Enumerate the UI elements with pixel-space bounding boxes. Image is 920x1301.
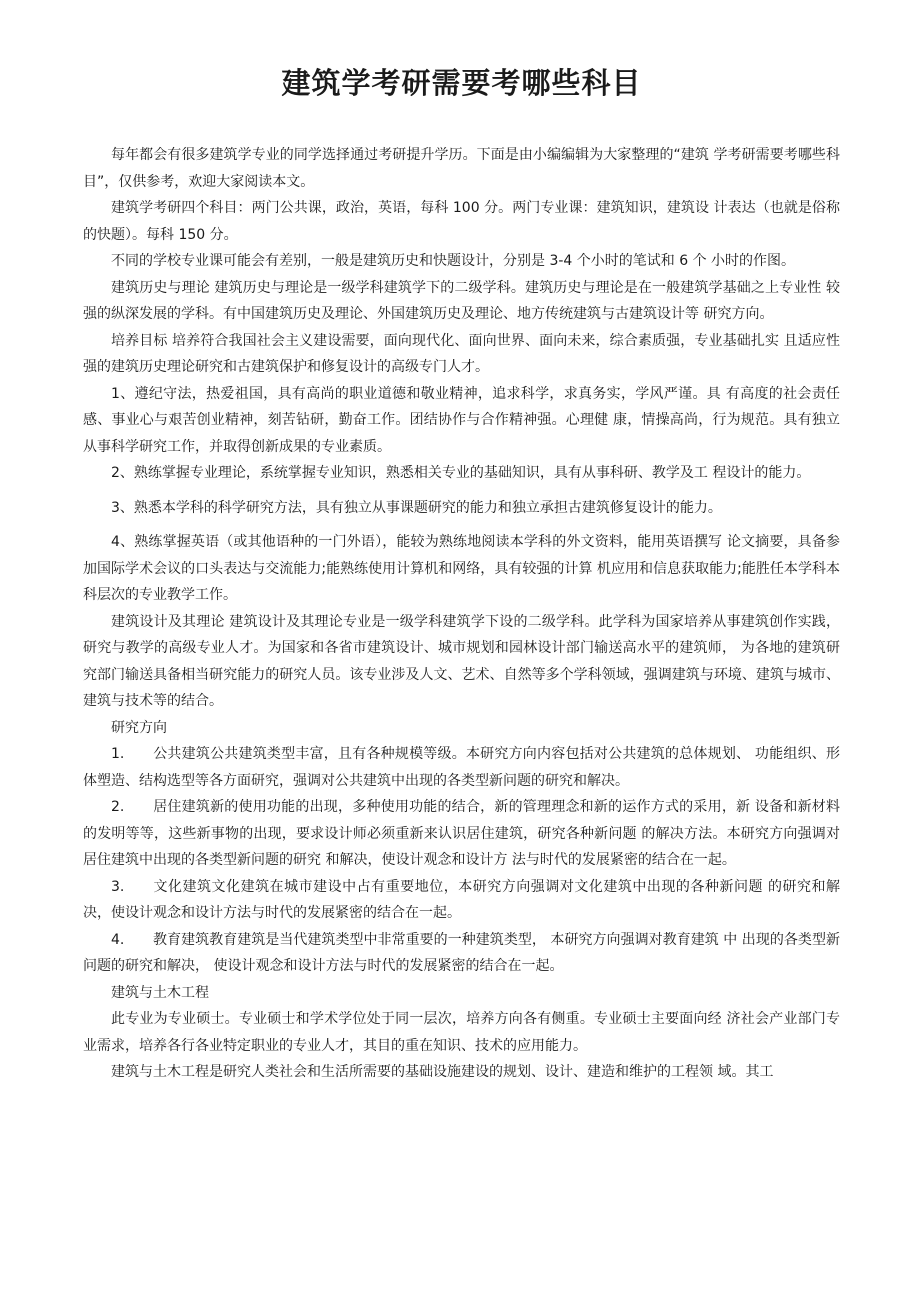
paragraph-design-theory: 建筑设计及其理论 建筑设计及其理论专业是一级学科建筑学下设的二级学科。此学科为国家培养从事建筑创作实践， 研究与教学的高级专业人才。为国家和各省市建筑设计、城市规划和园林设计部门输送高水平的建筑师， 为各地的建筑研究部门输送具备相当研究能力的研究人员。该专业涉及人文、艺术、自然等多个学科领域，强调建筑与环境、建筑与城市、建筑与技术等的结合。 [83, 613, 845, 709]
paragraph-intro: 每年都会有很多建筑学专业的同学选择通过考研提升学历。下面是由小编编辑为大家整理的“建筑 学考研需要考哪些科目”，仅供参考，欢迎大家阅读本文。 [83, 147, 840, 190]
list-item-cultural-buildings [83, 874, 840, 927]
list-item-text: 居住建筑新的使用功能的出现，多种使用功能的结合，新的管理理念和新的运作方式的采用，新 设备和新材料的发明等等，这些新事物的出现，要求设计师必须重新来认识居住建筑，研究各种新问题 的解决方法。本研究方向强调对居住建筑中出现的各类型新问题的研究 和解决，使设计观念和设计方 法与时代的发展紧密的结合在一起。 [83, 799, 840, 868]
list-number: 3. [111, 878, 125, 895]
list-item-educational-buildings [83, 927, 840, 980]
list-item-residential-buildings [83, 794, 840, 874]
document-title: 建筑学考研需要考哪些科目 [281, 66, 642, 100]
section-heading-civil-engineering: 建筑与土木工程 [111, 984, 209, 1001]
paragraph-subjects: 建筑学考研四个科目：两门公共课，政治，英语，每科 100 分。两门专业课：建筑知识，建筑设 计表达（也就是俗称的快题）。每科 150 分。 [83, 200, 840, 243]
section-heading-research-directions: 研究方向 [111, 719, 167, 736]
list-item-public-buildings [83, 741, 840, 794]
list-item-text: 文化建筑文化建筑在城市建设中占有重要地位，本研究方向强调对文化建筑中出现的各种新问题 的研究和解决，使设计观念和设计方法与时代的发展紧密的结合在一起。 [83, 878, 840, 921]
list-number: 2. [111, 799, 125, 815]
list-number: 4. [111, 931, 125, 948]
list-item-text: 公共建筑公共建筑类型丰富，且有各种规模等级。本研究方向内容包括对公共建筑的总体规划、 功能组织、形体塑造、结构选型等各方面研究，强调对公共建筑中出现的各类型新问题的研究和解决。 [83, 746, 840, 789]
paragraph-goal-1: 1、遵纪守法，热爱祖国，具有高尚的职业道德和敬业精神，追求科学，求真务实，学风严谨。具 有高度的社会责任感、事业心与艰苦创业精神，刻苦钻研，勤奋工作。团结协作与合作精神强。心理健 康，情操高尚，行为规范。具有独立从事科学研究工作，并取得创新成果的专业素质。 [83, 385, 840, 455]
paragraph-civil-engineering: 建筑与土木工程是研究人类社会和生活所需要的基础设施建设的规划、设计、建造和维护的工程领 域。其工 [111, 1064, 774, 1080]
document-page [83, 62, 845, 1086]
list-item-text: 教育建筑教育建筑是当代建筑类型中非常重要的一种建筑类型， 本研究方向强调对教育建筑 中 出现的各类型新问题的研究和解决， 使设计观念和设计方法与时代的发展紧密的结合在一起。 [83, 931, 840, 974]
paragraph-differences: 不同的学校专业课可能会有差别，一般是建筑历史和快题设计，分别是 3-4 个小时的笔试和 6 个 小时的作图。 [111, 253, 796, 269]
paragraph-goal-4: 4、熟练掌握英语（或其他语种的一门外语），能较为熟练地阅读本学科的外文资料，能用英语撰写 论文摘要，具备参加国际学术会议的口头表达与交流能力;能熟练使用计算机和网络，具有较强的计算 机应用和信息获取能力;能胜任本学科本科层次的专业教学工作。 [83, 534, 840, 603]
list-number: 1. [111, 746, 125, 762]
paragraph-history-theory: 建筑历史与理论 建筑历史与理论是一级学科建筑学下的二级学科。建筑历史与理论是在一般建筑学基础之上专业性 较强的纵深发展的学科。有中国建筑历史及理论、外国建筑历史及理论、地方传统建筑与古建筑设计等 研究方向。 [83, 279, 840, 322]
paragraph-training-goal: 培养目标 培养符合我国社会主义建设需要，面向现代化、面向世界、面向未来，综合素质强，专业基础扎实 且适应性强的建筑历史理论研究和古建筑保护和修复设计的高级专门人才。 [83, 332, 840, 375]
paragraph-professional-master: 此专业为专业硕士。专业硕士和学术学位处于同一层次，培养方向各有侧重。专业硕士主要面向经 济社会产业部门专业需求，培养各行各业特定职业的专业人才，其目的重在知识、技术的应用能力。 [83, 1011, 840, 1054]
paragraph-goal-2: 2、熟练掌握专业理论，系统掌握专业知识，熟悉相关专业的基础知识，具有从事科研、教学及工 程设计的能力。 [111, 465, 811, 481]
paragraph-goal-3: 3、熟悉本学科的科学研究方法，具有独立从事课题研究的能力和独立承担古建筑修复设计的能力。 [111, 499, 722, 516]
